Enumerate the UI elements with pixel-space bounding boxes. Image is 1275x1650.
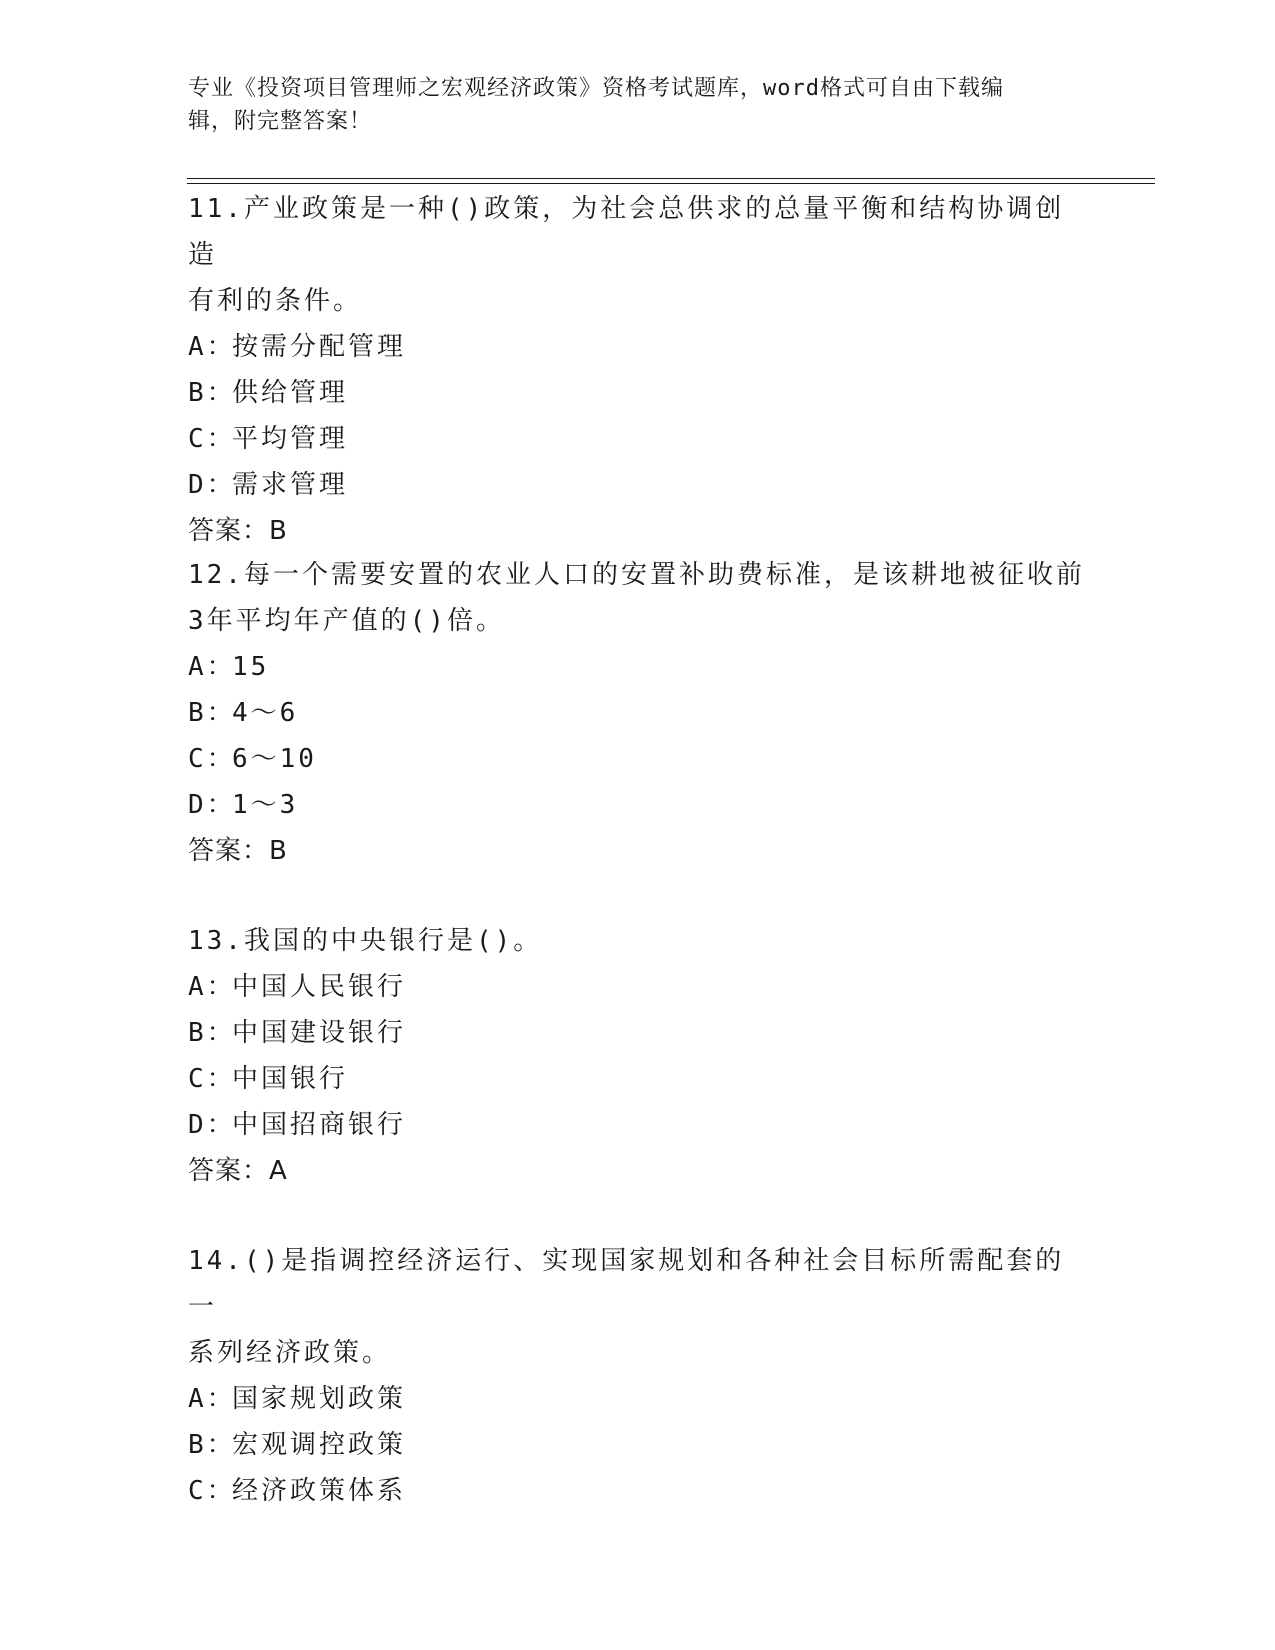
question-stem-line-1: 13.我国的中央银行是()。 <box>188 926 543 956</box>
option-text: 15 <box>232 652 270 682</box>
option-key: B： <box>188 1430 236 1460</box>
header-divider-bottom <box>187 183 1155 184</box>
option-key: C： <box>188 1476 236 1506</box>
option-text: 按需分配管理 <box>232 332 407 362</box>
answer-line: 答案：B <box>188 516 288 546</box>
option-a <box>188 644 1088 690</box>
option-key: B： <box>188 1018 236 1048</box>
option-key: C： <box>188 424 236 454</box>
option-a <box>188 1376 1088 1422</box>
option-key: B： <box>188 378 236 408</box>
option-text: 经济政策体系 <box>232 1476 407 1506</box>
option-key: D： <box>188 470 236 500</box>
question-stem-line-1: 14.()是指调控经济运行、实现国家规划和各种社会目标所需配套的一 <box>188 1246 1065 1322</box>
option-a <box>188 964 1088 1010</box>
option-c <box>188 1468 1088 1514</box>
option-key: B： <box>188 698 236 728</box>
option-key: C： <box>188 744 236 774</box>
option-text: 平均管理 <box>232 424 349 454</box>
option-text: 需求管理 <box>232 470 349 500</box>
option-d <box>188 1102 1088 1148</box>
option-text: 供给管理 <box>232 378 349 408</box>
option-b <box>188 1010 1088 1056</box>
question-stem-line-2: 3年平均年产值的()倍。 <box>188 606 505 636</box>
question-12 <box>188 552 1088 874</box>
question-13 <box>188 918 1088 1194</box>
option-key: D： <box>188 790 236 820</box>
option-b <box>188 690 1088 736</box>
option-a <box>188 324 1088 370</box>
option-d <box>188 462 1088 508</box>
question-stem-line-1: 11.产业政策是一种()政策，为社会总供求的总量平衡和结构协调创造 <box>188 194 1065 270</box>
option-b <box>188 1422 1088 1468</box>
answer-line: 答案：A <box>188 1156 288 1186</box>
question-14 <box>188 1238 1088 1514</box>
option-b <box>188 370 1088 416</box>
option-c <box>188 416 1088 462</box>
option-key: A： <box>188 332 236 362</box>
option-key: D： <box>188 1110 236 1140</box>
option-c <box>188 1056 1088 1102</box>
question-11 <box>188 186 1088 554</box>
option-d <box>188 782 1088 828</box>
option-text: 国家规划政策 <box>232 1384 407 1414</box>
option-text: 6～10 <box>232 744 317 774</box>
question-stem-line-1: 12.每一个需要安置的农业人口的安置补助费标准，是该耕地被征收前 <box>188 560 1085 590</box>
answer-line: 答案：B <box>188 836 288 866</box>
header-divider-top <box>187 178 1155 179</box>
option-text: 4～6 <box>232 698 299 728</box>
header-line-1: 专业《投资项目管理师之宏观经济政策》资格考试题库，word格式可自由下载编 <box>188 76 1004 101</box>
option-text: 中国银行 <box>232 1064 349 1094</box>
option-text: 宏观调控政策 <box>232 1430 407 1460</box>
question-stem-line-2: 有利的条件。 <box>188 286 363 316</box>
option-key: A： <box>188 972 236 1002</box>
option-c <box>188 736 1088 782</box>
option-key: C： <box>188 1064 236 1094</box>
option-key: A： <box>188 652 236 682</box>
header-line-2: 辑，附完整答案！ <box>188 109 373 134</box>
option-text: 中国招商银行 <box>232 1110 407 1140</box>
option-key: A： <box>188 1384 236 1414</box>
document-header <box>188 72 1068 138</box>
option-text: 中国人民银行 <box>232 972 407 1002</box>
option-text: 1～3 <box>232 790 299 820</box>
option-text: 中国建设银行 <box>232 1018 407 1048</box>
question-stem-line-2: 系列经济政策。 <box>188 1338 392 1368</box>
